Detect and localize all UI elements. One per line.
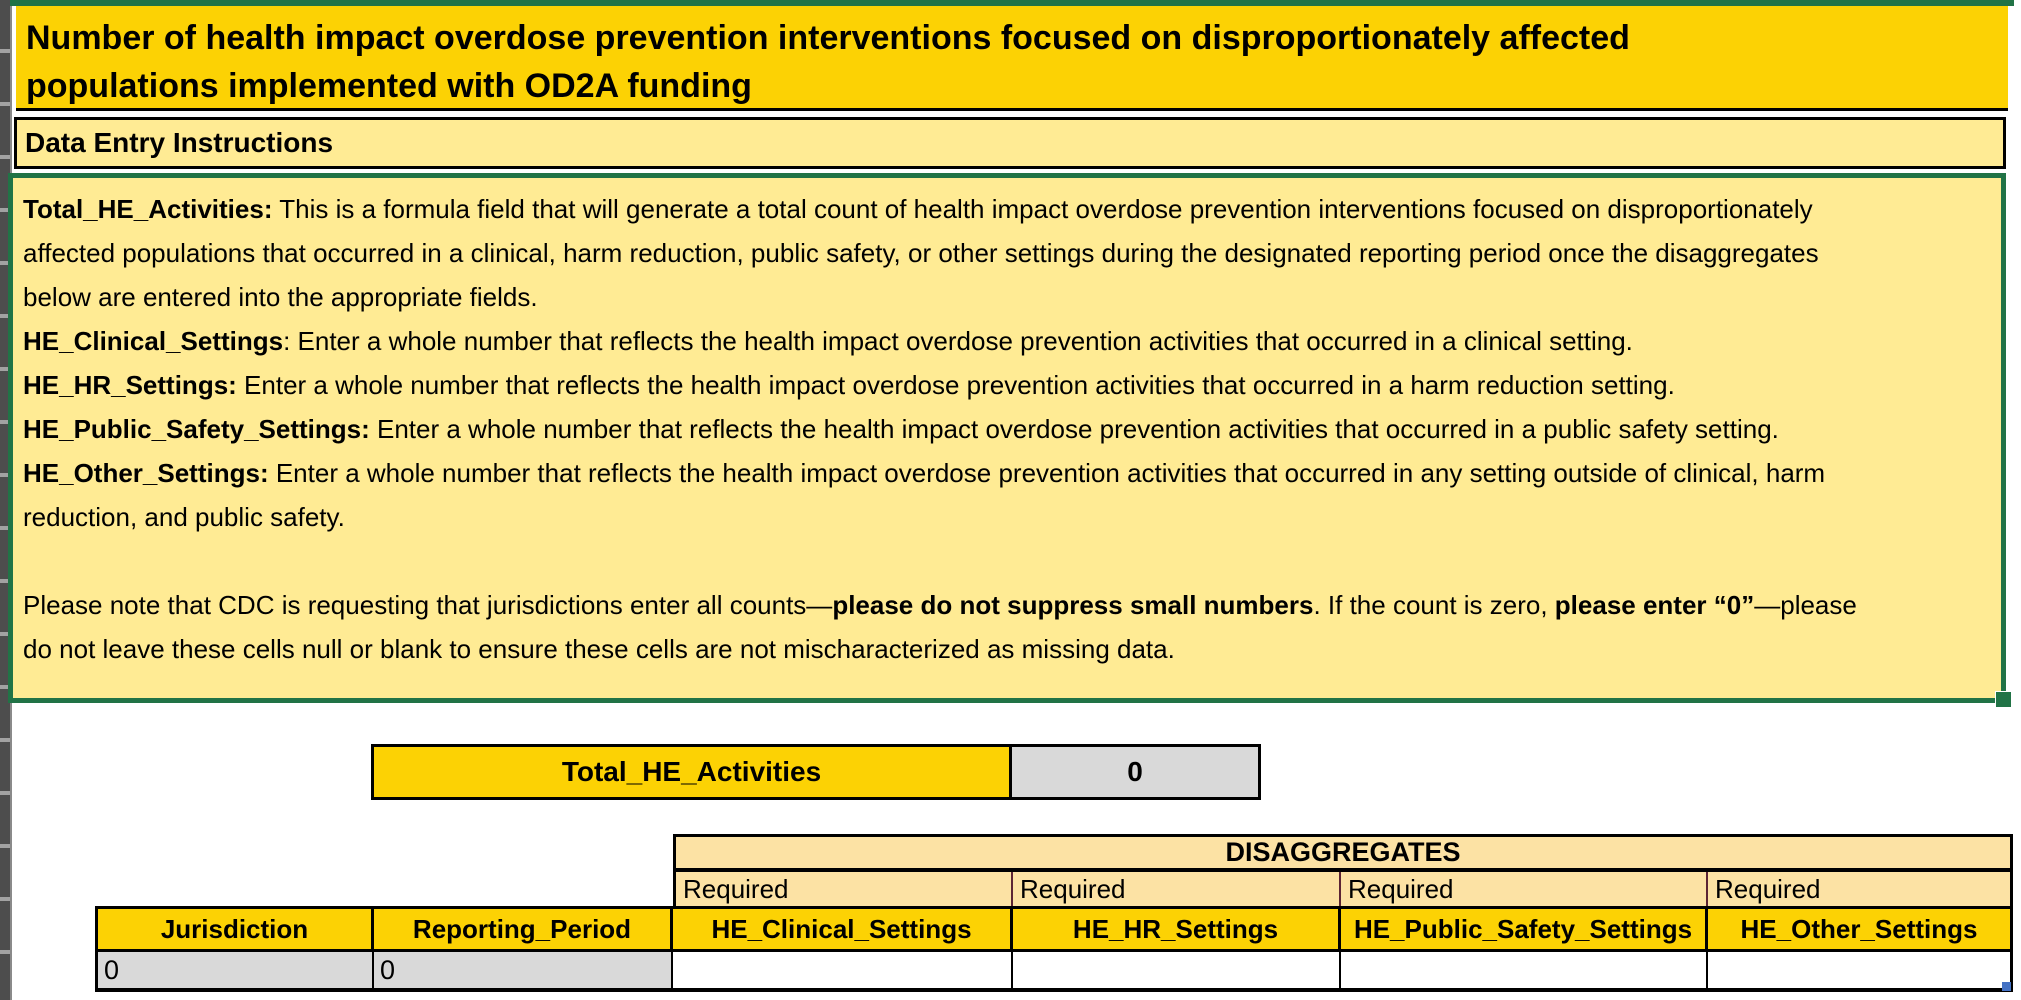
page-title-line-1: Number of health impact overdose prevention interventions focused on disproportionately affected xyxy=(26,19,1630,57)
column-header-reporting-period: Reporting_Period xyxy=(374,906,673,952)
required-badge-public-safety: Required xyxy=(1341,872,1708,906)
cell-he-clinical-settings[interactable] xyxy=(673,952,1013,992)
total-he-activities-value-cell[interactable]: 0 xyxy=(1012,744,1261,800)
table-resize-handle[interactable] xyxy=(2002,982,2011,991)
data-entry-instructions-label: Data Entry Instructions xyxy=(25,127,334,158)
disaggregates-header-cell xyxy=(673,834,2013,872)
selection-corner-handle[interactable] xyxy=(1995,691,2012,708)
column-header-he-public-safety-settings: HE_Public_Safety_Settings xyxy=(1341,906,1708,952)
required-badge-other: Required xyxy=(1708,872,2013,906)
column-header-he-clinical-settings: HE_Clinical_Settings xyxy=(673,906,1013,952)
instructions-block xyxy=(8,173,2006,703)
cell-he-public-safety-settings[interactable] xyxy=(1341,952,1708,992)
required-badge-hr: Required xyxy=(1013,872,1341,906)
cell-jurisdiction[interactable]: 0 xyxy=(95,952,374,992)
disaggregates-title: DISAGGREGATES xyxy=(1225,837,1461,867)
cell-reporting-period[interactable]: 0 xyxy=(374,952,673,992)
total-he-activities-label-cell xyxy=(371,744,1012,800)
column-header-jurisdiction: Jurisdiction xyxy=(95,906,374,952)
cell-he-hr-settings[interactable] xyxy=(1013,952,1341,992)
cell-he-other-settings[interactable] xyxy=(1708,952,2013,992)
page-title-line-2: populations implemented with OD2A funding xyxy=(26,67,752,105)
required-badge-clinical: Required xyxy=(673,872,1013,906)
column-header-he-other-settings: HE_Other_Settings xyxy=(1708,906,2013,952)
data-entry-instructions-header xyxy=(14,117,2006,169)
total-he-activities-label: Total_HE_Activities xyxy=(561,756,822,787)
instructions-text: Total_HE_Activities: This is a formula field that will generate a total count of health impact overdose prevention interventions focused on disproportionately affected populations that occurred in a clinical, harm reduction, public safety, or other settings during the designated reporting period once the disaggregates below are entered into the appropriate fields. HE_Clinical_Settings: Enter a whole number that reflects the health impact overdose prevention activities that occurred in a clinical setting. HE_HR_Settings: Enter a whole number that reflects the health impact overdose prevention activities that occurred in a harm reduction setting. HE_Public_Safety_Settings: Enter a whole number that reflects the health impact overdose prevention activities that occurred in a public safety setting. HE_Other_Settings: Enter a whole number that reflects the health impact overdose prevention activities that occurred in any setting outside of clinical, harm reduction, and public safety. Please note that CDC is requesting that jurisdictions enter all counts—please do not suppress small numbers. If the count is zero, please enter “0”—please do not leave these cells null or blank to ensure these cells are not mischaracterized as missing data. xyxy=(23,194,1857,664)
page-title xyxy=(16,6,2008,111)
column-header-he-hr-settings: HE_HR_Settings xyxy=(1013,906,1341,952)
